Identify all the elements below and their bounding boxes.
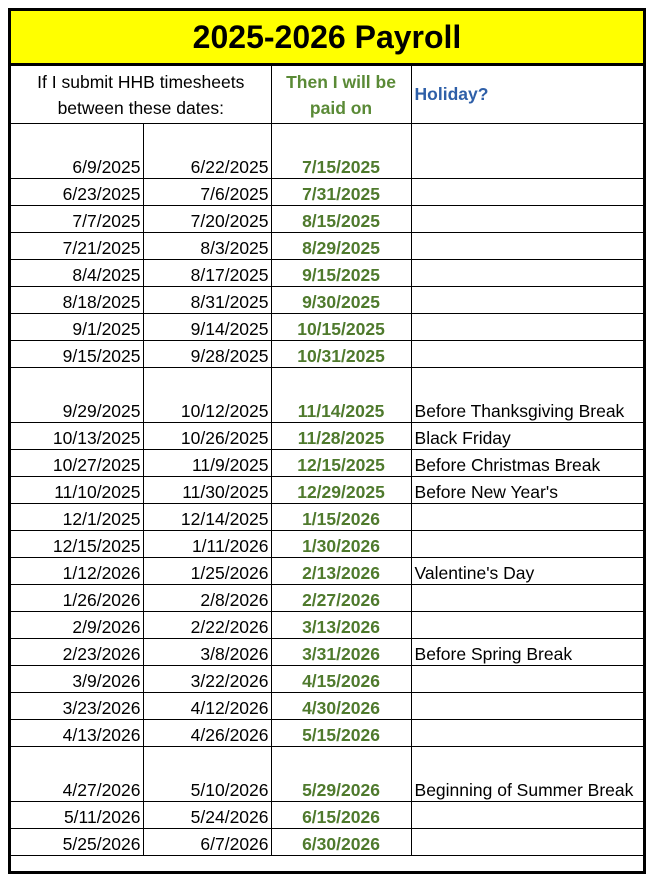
end-date-cell: 5/24/2026	[143, 802, 271, 829]
holiday-cell	[411, 504, 643, 531]
start-date-cell: 10/13/2025	[11, 423, 143, 450]
holiday-cell	[411, 802, 643, 829]
payroll-table-body	[11, 66, 643, 856]
paid-date-cell: 7/31/2025	[271, 179, 411, 206]
end-date-cell: 6/22/2025	[143, 124, 271, 179]
end-date-cell: 1/25/2026	[143, 558, 271, 585]
start-date-cell: 9/1/2025	[11, 314, 143, 341]
paid-date-cell: 2/13/2026	[271, 558, 411, 585]
table-row	[11, 585, 643, 612]
payroll-sheet	[8, 8, 646, 874]
holiday-cell	[411, 124, 643, 179]
holiday-cell	[411, 341, 643, 368]
end-date-cell: 4/26/2026	[143, 720, 271, 747]
start-date-cell: 7/21/2025	[11, 233, 143, 260]
paid-date-cell: 3/31/2026	[271, 639, 411, 666]
paid-date-cell: 8/15/2025	[271, 206, 411, 233]
end-date-cell: 9/14/2025	[143, 314, 271, 341]
table-row	[11, 639, 643, 666]
start-date-cell: 11/10/2025	[11, 477, 143, 504]
holiday-cell	[411, 287, 643, 314]
table-row	[11, 179, 643, 206]
holiday-cell: Valentine's Day	[411, 558, 643, 585]
holiday-cell: Before Spring Break	[411, 639, 643, 666]
paid-date-cell: 6/30/2026	[271, 829, 411, 856]
end-date-cell: 7/6/2025	[143, 179, 271, 206]
table-row	[11, 504, 643, 531]
holiday-cell	[411, 666, 643, 693]
holiday-cell: Before Christmas Break	[411, 450, 643, 477]
start-date-cell: 2/23/2026	[11, 639, 143, 666]
paid-date-cell: 4/15/2026	[271, 666, 411, 693]
paid-date-cell: 8/29/2025	[271, 233, 411, 260]
start-date-cell: 12/1/2025	[11, 504, 143, 531]
paid-date-cell: 1/30/2026	[271, 531, 411, 558]
paid-date-cell: 11/14/2025	[271, 368, 411, 423]
paid-date-cell: 6/15/2026	[271, 802, 411, 829]
paid-date-cell: 10/31/2025	[271, 341, 411, 368]
end-date-cell: 4/12/2026	[143, 693, 271, 720]
paid-date-cell: 5/15/2026	[271, 720, 411, 747]
end-date-cell: 5/10/2026	[143, 747, 271, 802]
end-date-cell: 10/12/2025	[143, 368, 271, 423]
end-date-cell: 11/9/2025	[143, 450, 271, 477]
table-row	[11, 314, 643, 341]
page-title: 2025-2026 Payroll	[11, 11, 643, 65]
end-date-cell: 8/31/2025	[143, 287, 271, 314]
header-row	[11, 66, 643, 124]
table-row	[11, 747, 643, 802]
start-date-cell: 1/26/2026	[11, 585, 143, 612]
paid-date-cell: 9/30/2025	[271, 287, 411, 314]
table-row	[11, 802, 643, 829]
end-date-cell: 8/3/2025	[143, 233, 271, 260]
holiday-cell	[411, 720, 643, 747]
end-date-cell: 8/17/2025	[143, 260, 271, 287]
start-date-cell: 10/27/2025	[11, 450, 143, 477]
paid-date-cell: 5/29/2026	[271, 747, 411, 802]
payroll-table	[11, 65, 643, 856]
table-row	[11, 558, 643, 585]
dates-header: If I submit HHB timesheets between these dates:	[11, 66, 271, 124]
start-date-cell: 5/25/2026	[11, 829, 143, 856]
table-row	[11, 233, 643, 260]
holiday-header: Holiday?	[411, 66, 643, 124]
holiday-cell	[411, 585, 643, 612]
paid-date-cell: 12/29/2025	[271, 477, 411, 504]
paid-date-cell: 3/13/2026	[271, 612, 411, 639]
start-date-cell: 6/9/2025	[11, 124, 143, 179]
end-date-cell: 2/22/2026	[143, 612, 271, 639]
table-row	[11, 666, 643, 693]
holiday-cell	[411, 693, 643, 720]
table-row	[11, 341, 643, 368]
holiday-cell: Beginning of Summer Break	[411, 747, 643, 802]
paid-date-cell: 11/28/2025	[271, 423, 411, 450]
end-date-cell: 7/20/2025	[143, 206, 271, 233]
start-date-cell: 8/18/2025	[11, 287, 143, 314]
paid-date-cell: 12/15/2025	[271, 450, 411, 477]
holiday-cell	[411, 829, 643, 856]
paid-date-cell: 2/27/2026	[271, 585, 411, 612]
paid-date-cell: 7/15/2025	[271, 124, 411, 179]
table-row	[11, 368, 643, 423]
start-date-cell: 7/7/2025	[11, 206, 143, 233]
paid-date-cell: 4/30/2026	[271, 693, 411, 720]
end-date-cell: 3/8/2026	[143, 639, 271, 666]
table-row	[11, 260, 643, 287]
table-row	[11, 612, 643, 639]
holiday-cell	[411, 612, 643, 639]
holiday-cell: Before New Year's	[411, 477, 643, 504]
holiday-cell	[411, 531, 643, 558]
table-row	[11, 693, 643, 720]
end-date-cell: 9/28/2025	[143, 341, 271, 368]
end-date-cell: 3/22/2026	[143, 666, 271, 693]
table-row	[11, 477, 643, 504]
table-row	[11, 423, 643, 450]
end-date-cell: 6/7/2026	[143, 829, 271, 856]
table-row	[11, 124, 643, 179]
holiday-cell	[411, 233, 643, 260]
table-row	[11, 829, 643, 856]
end-date-cell: 2/8/2026	[143, 585, 271, 612]
holiday-cell	[411, 206, 643, 233]
start-date-cell: 1/12/2026	[11, 558, 143, 585]
start-date-cell: 9/15/2025	[11, 341, 143, 368]
table-row	[11, 287, 643, 314]
table-row	[11, 531, 643, 558]
start-date-cell: 5/11/2026	[11, 802, 143, 829]
end-date-cell: 11/30/2025	[143, 477, 271, 504]
holiday-cell: Black Friday	[411, 423, 643, 450]
table-row	[11, 206, 643, 233]
start-date-cell: 3/9/2026	[11, 666, 143, 693]
start-date-cell: 4/13/2026	[11, 720, 143, 747]
holiday-cell: Before Thanksgiving Break	[411, 368, 643, 423]
start-date-cell: 8/4/2025	[11, 260, 143, 287]
table-row	[11, 450, 643, 477]
end-date-cell: 10/26/2025	[143, 423, 271, 450]
start-date-cell: 6/23/2025	[11, 179, 143, 206]
table-row	[11, 720, 643, 747]
end-date-cell: 1/11/2026	[143, 531, 271, 558]
start-date-cell: 12/15/2025	[11, 531, 143, 558]
paid-date-cell: 10/15/2025	[271, 314, 411, 341]
holiday-cell	[411, 260, 643, 287]
paid-header: Then I will be paid on	[271, 66, 411, 124]
paid-date-cell: 9/15/2025	[271, 260, 411, 287]
holiday-cell	[411, 179, 643, 206]
start-date-cell: 9/29/2025	[11, 368, 143, 423]
holiday-cell	[411, 314, 643, 341]
start-date-cell: 2/9/2026	[11, 612, 143, 639]
end-date-cell: 12/14/2025	[143, 504, 271, 531]
paid-date-cell: 1/15/2026	[271, 504, 411, 531]
start-date-cell: 4/27/2026	[11, 747, 143, 802]
start-date-cell: 3/23/2026	[11, 693, 143, 720]
